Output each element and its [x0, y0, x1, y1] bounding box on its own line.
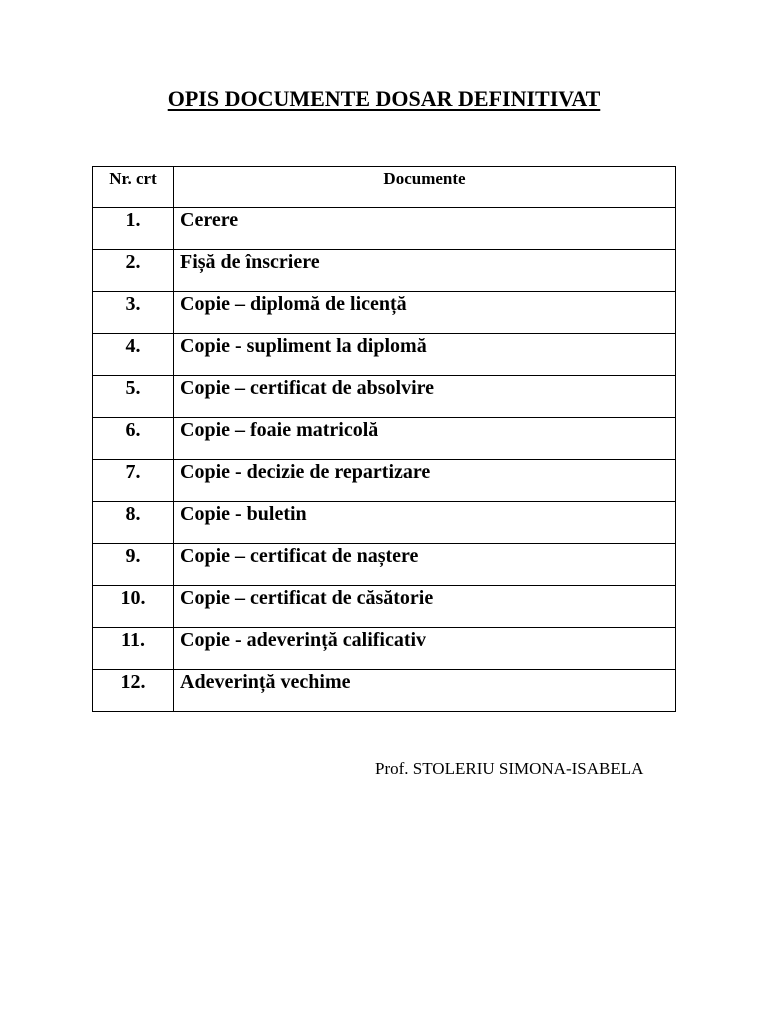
signature: Prof. STOLERIU SIMONA-ISABELA [375, 759, 644, 778]
row-number: 7. [93, 460, 174, 502]
row-number: 10. [93, 586, 174, 628]
document-title: OPIS DOCUMENTE DOSAR DEFINITIVAT [167, 86, 601, 111]
row-document: Cerere [174, 208, 676, 250]
table-row [93, 334, 676, 376]
row-document: Copie - supliment la diplomă [174, 334, 676, 376]
table-row [93, 376, 676, 418]
row-number: 5. [93, 376, 174, 418]
row-number: 9. [93, 544, 174, 586]
row-number: 11. [93, 628, 174, 670]
row-number: 8. [93, 502, 174, 544]
row-number: 6. [93, 418, 174, 460]
row-document: Copie - decizie de repartizare [174, 460, 676, 502]
table-row [93, 544, 676, 586]
table-row [93, 586, 676, 628]
row-document: Copie – diplomă de licență [174, 292, 676, 334]
row-number: 3. [93, 292, 174, 334]
table-row [93, 208, 676, 250]
row-document: Fișă de înscriere [174, 250, 676, 292]
table-row [93, 250, 676, 292]
table-row [93, 670, 676, 712]
row-document: Copie - adeverință calificativ [174, 628, 676, 670]
row-document: Copie – certificat de căsătorie [174, 586, 676, 628]
row-number: 12. [93, 670, 174, 712]
header-documents: Documente [174, 167, 676, 208]
row-document: Adeverință vechime [174, 670, 676, 712]
row-number: 2. [93, 250, 174, 292]
row-document: Copie – certificat de absolvire [174, 376, 676, 418]
table-row [93, 460, 676, 502]
table-row [93, 628, 676, 670]
row-document: Copie – certificat de naștere [174, 544, 676, 586]
documents-table [92, 166, 676, 712]
row-document: Copie - buletin [174, 502, 676, 544]
table-header-row [93, 167, 676, 208]
row-number: 4. [93, 334, 174, 376]
header-nr-crt: Nr. crt [93, 167, 174, 208]
table-row [93, 502, 676, 544]
table-row [93, 418, 676, 460]
table-row [93, 292, 676, 334]
row-number: 1. [93, 208, 174, 250]
row-document: Copie – foaie matricolă [174, 418, 676, 460]
